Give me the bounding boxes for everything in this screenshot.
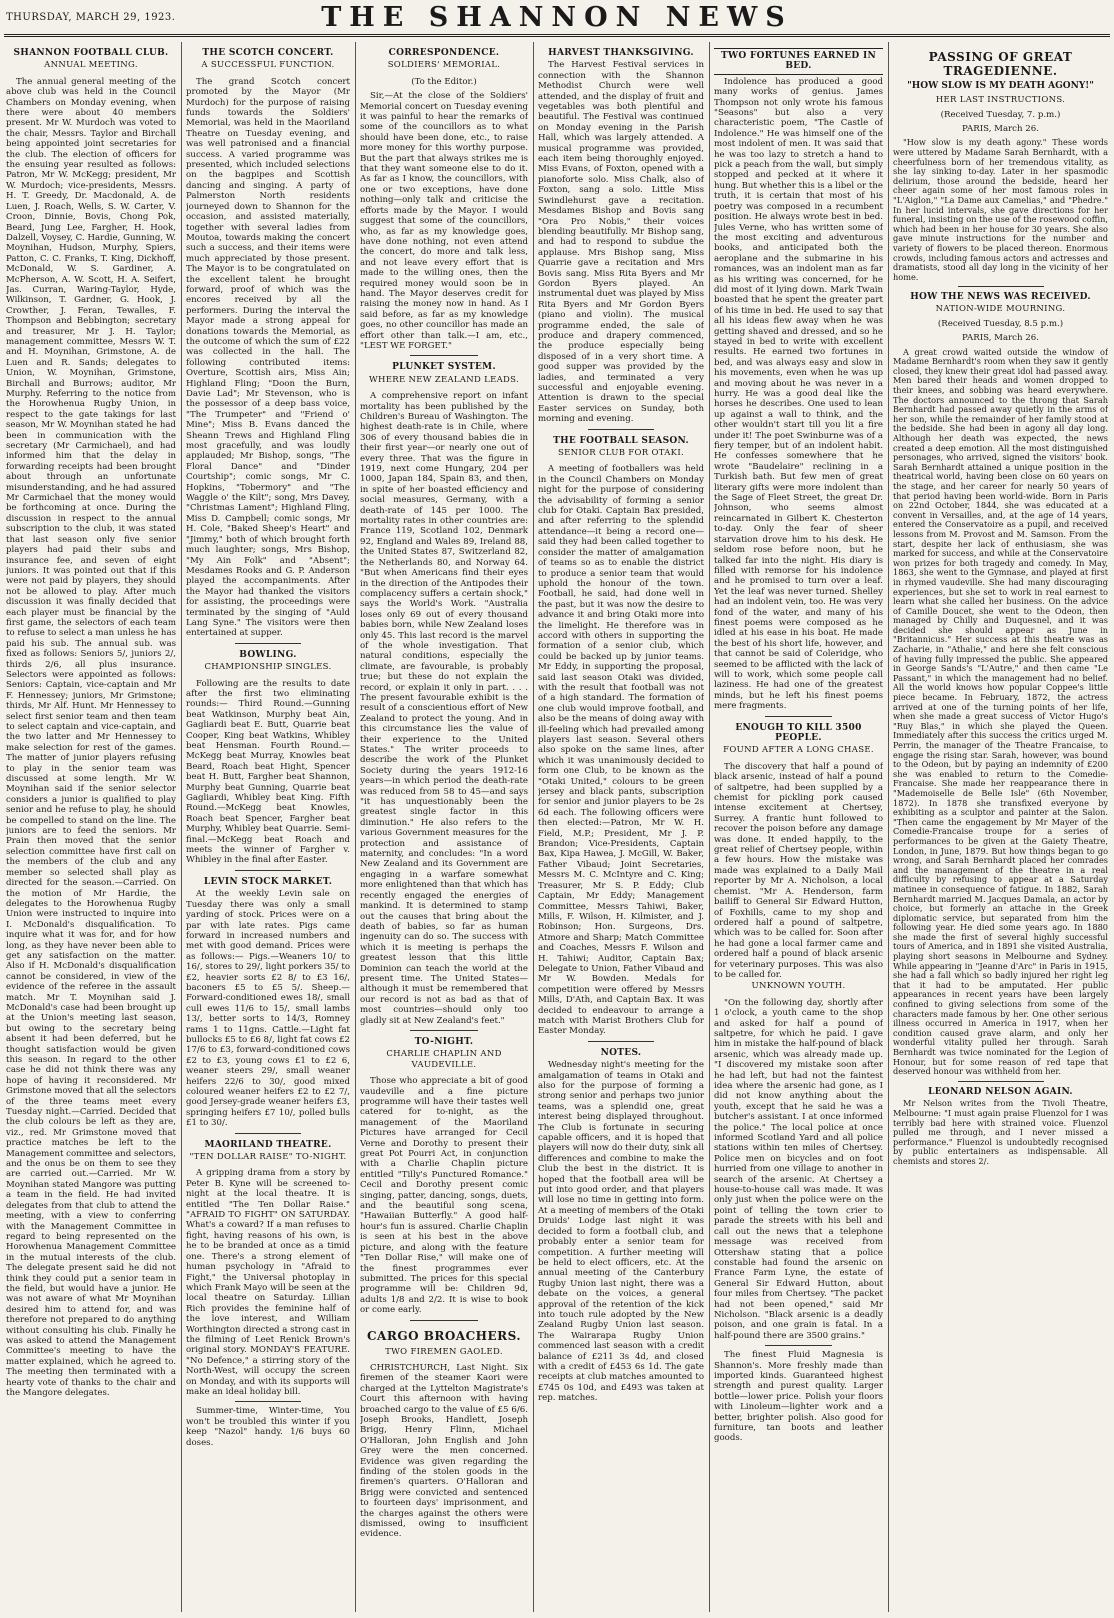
article-body: Wednesday night's meeting for the amalgamation of teams in Otaki and also for the purpose of forming a strong senior and perhaps two junior teams, was a splendid one, great interest being displayed throughout. The Club is fortunate in securing capable officers, and it is hoped that players will now do their duty, sink all differences and combine to make the Club the best in the district. It is hoped that the football area will be put into good order, and that players will lose no time in getting into form. At a meeting of members of the Otaki Druids' Lodge last night it was decided to form a football club, and probably enter a senior team for competition. A further meeting will be held to elect officers, etc. At the annual meeting of the Canterbury Rugby Union last night, there was a debate on the voices, a general approval of the retention of the kick into touch rule adopted by the New Zealand Rugby Union last season. The Wairarapa Rugby Union commenced last season with a credit balance of £211 3s 4d, and closed with a credit of £453 6s 1d. The gate receipts at club matches amounted to £745 0s 10d, and £493 was taken at rep. matches.: [538, 1060, 704, 1404]
article-heading: LEONARD NELSON AGAIN.: [928, 1086, 1073, 1097]
article-body: The Harvest Festival services in connection with the Shannon Methodist Church were well attended, and the display of fruit and vegetables was both plentiful and beautiful. The Festival was continued on Monday evening in the Parish Hall, which was largely attended. A musical programme was provided, each item being thoroughly enjoyed. Miss Evans, of Foxton, opened with a pianoforte solo. Miss Chalk, also of Foxton, sang a solo. Little Miss Swindlehurst gave a recitation. Mesdames Bishop and Bovis sang "Ora Pro Nobis," their voices blending beautifully. Mr Bishop sang, and had to respond to subdue the applause. Mrs Bishop sang, Miss Quarrie gave a recitation and Mrs Bovis sang. Miss Rita Byers and Mr Gordon Byers played. An instrumental duet was played by Miss Rita Byers and Mr Gordon Byers (piano and violin). The musical programme ended, the sale of produce and drapery commenced, the produce especially being disposed of in a very short time. A good supper was provided by the ladies, and terminated a very successful and enjoyable evening. Attention is drawn to the special Easter services on Sunday, both morning and evening.: [538, 60, 704, 425]
editor-line: (To the Editor.): [411, 76, 477, 87]
article-body: A meeting of footballers was held in the Council Chambers on Monday night for the purpose of considering the advisability of forming a senior club for Otaki. Captain Bax presided, and after referring to the splendid attendance—it being a record one—said they had been called together to consider the matter of amalgamation of teams so as to enable the district to produce a senior team that would uphold the honour of the town. Football, he said, had done well in the past, but it was now the desire to advance it and bring Otaki more into the limelight. He therefore was in accord with others in supporting the formation of a senior club, which could be backed up by junior teams. Mr Eddy, in supporting the proposal, said last season Otaki was divided, with the result that football was not of a high standard. The formation of one club would improve football, and also be the means of doing away with ill-feeling which had prevailed among players last season. Several others also spoke on the same lines, after which it was unanimously decided to form one Club, to be known as the "Otaki United," colours to be green jersey and black pants, subscription for senior and junior players to be 2s 6d each. The following officers were then elected:—Patron, Mr W. H. Field, M.P.; President, Mr J. P. Brandon; Vice-Presidents, Captain Bax, Kipa Hawea, J. McGill, W. Baker, Father Vibaud; Joint Secretaries, Messrs M. C. McIntyre and C. King; Treasurer, Mr S. P. Eddy; Club Captain, Mr Eddy; Management Committee, Messrs Tahiwi, Baker, Mills, F. Wilson, H. Kilmister, and J. Robinson; Hon. Surgeons, Drs. Atmore and Sharp; Match Committee and Coaches, Messrs F. Wilson and H. Tahiwi; Auditor, Captain Bax; Delegate to Union, Father Vibaud and Mr W. Bowden. Medals for competition were offered by Messrs Mills, D'Ath, and Captain Bax. It was decided to endeavour to arrange a match with Marist Brothers Club for Easter Monday.: [538, 464, 704, 1037]
article-separator: [410, 1030, 477, 1031]
article-heading: TO-NIGHT.: [414, 1036, 474, 1047]
column-2: [186, 42, 350, 1612]
article-subheading: HER LAST INSTRUCTIONS.: [935, 94, 1066, 105]
article-body: "On the following day, shortly after 1 o'clock, a youth came to the shop and asked for half a pound of saltpetre, for which he paid. I gave him in mistake the half-pound of black arsenic, which was already made up. "I discovered my mistake soon after he had left, but had not the faintest idea where the arsenic had gone, as I did not know anything about the youth, except that he said he was a butcher's assistant. I at once informed the police." The local police at once informed Scotland Yard and all police stations within ten miles of Chertsey. Police men on bicycles and on foot hurried from one village to another in search of the arsenic. At Chertsey a house-to-house call was made. It was only just when the police were on the point of telling the town crier to parade the streets with his bell and call out the news that a telephone message was received from Ottershaw stating that a police constable had found the arsenic on France Farm Lyne, the estate of General Sir Edward Hutton, about four miles from Chertsey. "The packet had not been opened," said Mr Nicholson. "Black arsenic is a deadly poison, and one grain is fatal. In a half-pound there are 3500 grains.": [714, 997, 883, 1341]
issue-date: THURSDAY, MARCH 29, 1923.: [6, 12, 176, 23]
article-subheading: WHERE NEW ZEALAND LEADS.: [369, 374, 519, 385]
article-heading: TWO FORTUNES EARNED IN BED.: [714, 48, 883, 75]
masthead: [0, 0, 1114, 34]
article-subheading: ANNUAL MEETING.: [44, 60, 138, 71]
article-body: CHRISTCHURCH, Last Night. Six firemen of the steamer Kaori were charged at the Lyttelton Magistrate's Court this afternoon with having broached cargo to the value of £5 6/6. Joseph Brooks, Handlett, Joseph Brigg, Henry Flinn, Michael O'Halloran, John English and John Grey were the men concerned. Evidence was given regarding the finding of the stolen goods in the firemen's quarters. O'Halloran and Brigg were convicted and sentenced to fourteen days' imprisonment, and the charges against the others were dismissed, owing to insufficient evidence.: [360, 1362, 528, 1540]
article-separator: [765, 1345, 833, 1346]
article-body: The annual general meeting of the above club was held in the Council Chambers on Monday evening, when there were about 40 members present. Mr W. Murdoch was voted to the chair, Messrs. Taylor and Birchall being appointed joint secretaries for the club. The election of officers for the ensuing year resulted as follows: Patron, Mr W. McKegg; president, Mr W. Murdoch; vice-presidents, Messrs. H. T. Greedy, Dr. Macdonald, A. de Luen, J. Roach, Wells, S. W. Carter, V. Croon, Dinnie, Bovis, Chong Pok, Beard, Jung Lee, Fargher, H. Hook, Dalzell, Voysey, C. Hardie, Gunning, W. Moynihan, Hudson, Murphy, Spiers, Patton, C. C. Franks, T. King, Dickhoff, McDonald, W. S. Gardiner, A. McPherson, A. W. Scott, H. A. Seifert, Jas. Curran, Waring-Taylor, Hyde, Wilkinson, T. Gardner, G. Hook, J. Crowther, J. Feran, Tewalles, F. Thompson and Bebbington; secretary and treasurer, Mr J. H. Taylor; management committee, Messrs W. T. and H. Moynihan, Grimstone, A. de Luen and R. Sands; delegates to Union, W. Moynihan, Grimstone, Birchall and Burrows; auditor, Mr Murphy. Referring to the notice from the Horowhenua Rugby Union, in respect to the gate takings for last season, Mr W. Moynihan stated he had been in communication with the secretary (Mr Carmichael), and had informed him that the delay in forwarding receipts had been brought about through an unfortunate misunderstanding, and he had assured Mr Carmichael that the money would be forthcoming at once. During the discussion in respect to the annual subscription to the club, it was stated that last season only five senior players had paid their subs and insurance fee, and seven of eight juniors. It was pointed out that if this were not paid by players, they should not be allowed to play. After much discussion it was finally decided that each player must be financial by the first game, the selectors of each team to refuse to select a man unless he has paid his sub. The annual sub. was fixed as follows: Seniors 5/, juniors 2/, thirds 2/6, all plus insurance. Selectors were appointed as follows: Seniors: Captain, vice-captain and Mr F. Hennessey; juniors, Mr Grimstone; thirds, Mr Alf. Hunt. Mr Hennessey to select first senior team and then team to select captain and vice-captain, and the two latter and Mr Hennessey to make selection for rest of the games. The matter of junior players refusing to play in the senior team was discussed at some length. Mr W. Moynihan said if the senior selector considers a junior is qualified to play senior and he refuse to play, he should be compelled to stand on the line. The juniors are to feed the seniors. Mr Prain then moved that the senior selection committee have first call on the members of the club and any member so selected shall play as directed for the season.—Carried. On the motion of Mr Hardie, the delegates to the Horowhenua Rugby Union were instructed to inquire into I. McDonald's disqualification. To inquire what it was for, and for how long, as they have never been able to get any satisfaction on the matter. Also if H. McDonald's disqualification cannot be considered, in view of the evidence of the referee in the assault match. Mr T. Moynihan said J. McDonald's case had been brought up at the Union's meeting last season, but owing to the secretary being absent it had been deferred, but he thought satisfaction would be given this season. In regard to the other case he did not think there was any hope of having it reconsidered. Mr Grimstone moved that all the selectors of the three teams meet every Tuesday night.—Carried. Decided that the club colours be left as they are, viz., red. Mr Grimstone moved that practice matches be left to the Management committee and selectors, and the onus be on them to see they are carried out.—Carried. Mr W. Moynihan stated Mangore was putting a team in the field. He had invited delegates from that club to attend the meeting, with a view to conferring with the Management Committee in regard to being represented on the Horowhenua Management Committee in the mutual interests of the club. The delegate present said he did not think they could put a senior team in the field, but would have a junior. He was not aware of what Mr Moynihan desired him to attend for, and was therefore not prepared to do anything without consulting his club. Finally he was asked to attend the Management Committee's meeting to have the matter explained, which he agreed to. The meeting then terminated with a hearty vote of thanks to the chair and the Mangore delegates.: [6, 76, 176, 1398]
received-line: (Received Tuesday, 8.5 p.m.): [937, 319, 1064, 330]
article-separator: [235, 1133, 301, 1134]
article-body: At the weekly Levin sale on Tuesday there was only a small yarding of stock. Prices were on a par with late rates. Pigs came forward in increased numbers and met with good demand. Prices were as follows:— Pigs.—Weaners 10/ to 16/, stores to 29/, light porkers 35/ to £2, heavier sorts £2 8/ to £3 16/, baconers £5 to £5 5/. Sheep.—Forward-conditioned ewes 18/, small cull ewes 11/6 to 15/, small lambs 13/, better sorts to 14/3, Romney rams 1 to 11gns. Cattle.—Light fat bullocks £5 to £6 8/, light fat cows £2 17/6 to £3, forward-conditioned cows £2 to £3, young cows £1 to £2 6, weaner steers 29/, small weaner heifers 22/6 to 30/, good mixed coloured weaner heifers £2 to £2 7/, good Jersey-grade weaner heifers £3, springing heifers £7 10/, polled bulls £1 to 30/.: [186, 889, 350, 1129]
received-line: (Received Tuesday, 7. p.m.): [940, 110, 1061, 121]
article-body: The grand Scotch concert promoted by the Mayor (Mr Murdoch) for the purpose of raising funds towards the Soldiers' Memorial, was held in the Maoriland Theatre on Tuesday evening, and was well patronised and a financial success. A varied programme was presented, which included selections on the bagpipes and Scottish dancing and singing. A party of Palmerston North residents journeyed down to Shannon for the occasion, and assisted materially, together with several ladies from Moutoa, towards making the concert such a success, and their items were much appreciated by those present. The Mayor is to be congratulated on the excellent talent he brought forward, proof of which was the encores received by all the performers. During the interval the Mayor made a strong appeal for donations towards the Memorial, as the outcome of which the sum of £22 was collected in the hall. The following contributed items: Overture, Scottish airs, Miss Ain; Highland Fling; "Doon the Burn, Davie Lad"; Mr Stevenson, who is the possessor of a deep bass voice, "The Trumpeter" and "Friend o' Mine"; Miss B. Evans danced the Sheann Trews and Highland Fling most gracefully, and was loudly applauded; Mr Bishop, songs, "The Floral Dance" and "Dinder Courtship"; comic songs, Mr C. Hopkins, "Tobermory" and "The Waggle o' the Kilt"; song, Mrs Davey, "Christmas Lament"; Highland Fling, Miss D. Campbell; comic songs, Mr H. Cole, "Baked Sheep's Heart" and "Jimmy," both of which brought forth much laughter; songs, Mrs Bishop, "My Ain Folk" and "Absent"; Mesdames Rooks and G. P. Anderson played the accompaniments. After the Mayor had thanked the visitors for assisting, the proceedings were terminated by the singing of "Auld Lang Syne." The visitors were then entertained at supper.: [186, 76, 350, 639]
article-separator: [410, 1320, 477, 1321]
article-subheading: SENIOR CLUB FOR OTAKI.: [558, 448, 684, 459]
article-body: Indolence has produced a good many works of genius. James Thompson not only wrote his famous "Seasons" but also a very characteristic poem, "The Castle of Indolence." He was himself one of the most indolent of men. It was said that he was too lazy to stretch a hand to pick a peach from the wall, but simply stopped and pecked at it where it hung. But whether this is a libel or the truth, it is certain that most of his poetry was composed in a recumbent position. He always wrote best in bed. Jules Verne, who has written some of the most exciting and adventurous books, and anticipated both the aeroplane and the submarine in his romances, was an indolent man as far as his writing was concerned, for he did most of it lying down. Mark Twain boasted that he spent the greater part of his time in bed. He used to say that all his ideas flew away when he was getting shaved and dressed, and so he stayed in bed to write with excellent results. He earned two fortunes in bed, and was always easy and slow in his movements, even when he was up and moving about he was never in a hurry. He was a good deal like the horses he describes. One used to lean up against a wall to think, and the other wouldn't start till you lit a fire under it! The poet Swinburne was of a fiery temper, but of an indolent habit. He confesses somewhere that he wrote "Baudelaire" reclining in a Turkish bath. But few men of great literary gifts were more indolent than the Sage of Fleet Street, the great Dr. Johnson, who seems almost reincarnated in Gilbert K. Chesterton to-day. Only the fear of sheer starvation drove him to his desk. He seldom rose before noon, but he talked far into the night. His diary is filled with remorse for his indolence and he promised to turn over a leaf. Yet the leaf was never turned. Shelley had an indolent vein, too. He was very fond of the water, and many of his finest poems were composed as he idled at his ease in his boat. He made the best of his short life, however, and that cannot be said of Coleridge, who seemed to be afflicted with the lack of will to work, which some people call laziness. He had one of the greatest minds, but he left his finest poems mere fragments.: [714, 76, 883, 712]
article-subheading: TWO FIREMEN GAOLED.: [385, 1346, 503, 1357]
article-heading: HARVEST THANKSGIVING.: [548, 48, 694, 58]
article-subheading: CHAMPIONSHIP SINGLES.: [204, 662, 332, 673]
article-separator: [235, 643, 301, 644]
article-heading: MAORILAND THEATRE.: [204, 1139, 332, 1150]
column-4: [538, 42, 704, 1612]
column-6: [893, 42, 1108, 1612]
column-divider: [355, 42, 356, 1612]
article-body: Following are the results to date after the first two eliminating rounds:— Third Round.—Gunning beat Watkinson, Murphy beat Ain, Gagliardi beat E. Butt, Quarrie beat Cooper, King beat Watkins, Whibley beat Hensman. Fourth Round.—McKegg beat Murray, Knowles beat Beard, Roach beat Hight, Spencer beat H. Butt, Fargher beat Shannon, Murphy beat Gunning, Quarrie beat Gagliardi, Whibley beat King. Fifth Round.—McKegg beat Knowles, Roach beat Spencer, Fargher beat Murphy, Whibley beat Quarrie. Semi-final.—McKegg beat Roach and meets the winner of Fargher v. Whibley in the final after Easter.: [186, 678, 350, 866]
article-heading: THE FOOTBALL SEASON.: [553, 435, 689, 446]
advertisement: Summer-time, Winter-time, You won't be troubled this winter if you keep "Nazol" handy. 1/6 buys 60 doses.: [186, 1406, 350, 1448]
article-separator: [958, 286, 1044, 287]
article-separator: [588, 1041, 654, 1042]
article-subheading: "TEN DOLLAR RAISE" TO-NIGHT.: [189, 1152, 347, 1163]
advertisement: Mr Nelson writes from the Tivoli Theatre, Melbourne: "I must again praise Fluenzol for I was terribly bad here with strained voice. Fluenzol pulled me through, and I never missed a performance." Fluenzol is undoubtedly recognised by public entertainers as indispensable. All chemists and stores 2/.: [893, 1098, 1108, 1166]
article-heading: THE SCOTCH CONCERT.: [202, 48, 334, 58]
article-subheading: A SUCCESSFUL FUNCTION.: [201, 60, 335, 71]
dateline: PARIS, March 26.: [962, 333, 1039, 344]
article-body: The discovery that half a pound of black arsenic, instead of half a pound of saltpetre, had been supplied by a chemist for pickling pork caused intense excitement at Chertsey, Surrey. A frantic hunt followed to recover the poison before any damage was done. It ended happily, to the great relief of Chertsey people, within a few hours. How the mistake was made was explained to a Daily Mail reporter by Mr A. Nicholson, a local chemist. "Mr A. Henderson, farm bailiff to General Sir Edward Hutton, of Foxhills, came to my shop and ordered half a pound of saltpetre, which was to be called for. Soon after he had gone a local farmer came and ordered half a pound of black arsenic for veterinary purposes. This was also to be called for.: [714, 761, 883, 980]
dateline: PARIS, March 26.: [962, 123, 1039, 134]
article-heading: ENOUGH TO KILL 3500 PEOPLE.: [735, 722, 862, 743]
article-heading: LEVIN STOCK MARKET.: [203, 876, 333, 887]
article-heading: CORRESPONDENCE.: [388, 48, 500, 58]
article-body: Sir,—At the close of the Soldiers' Memorial concert on Tuesday evening it was painful to hear the remarks of some of the councillors as to what should have been done, etc., to raise more money for this worthy purpose. But the part that always strikes me is that they want someone else to do it. As far as I know, the councillors, with one or two exceptions, have done nothing—only talk and criticise the efforts made by the Mayor. I would suggest that some of the councillors, who, as far as my knowledge goes, have done nothing, not even attend the concert, do more and talk less, and not leave every effort that is made to the willing ones, then the required money would soon be in hand. The Mayor deserves credit for raising the money now in hand. As I said before, as far as my knowledge goes, no other councillor has made an effort other than talk.—I am, etc., "LEST WE FORGET.": [360, 91, 528, 351]
article-heading: BOWLING.: [239, 649, 297, 660]
advertisement: The finest Fluid Magnesia is Shannon's. More freshly made than imported kinds. Guaranteed highest strength and purest quality. Larger bottle—lower price. Polish your floors with Linoleum—lighter work and a better, brighter polish. Also good for furniture, tan boots and leather goods.: [714, 1350, 883, 1444]
article-separator: [410, 355, 477, 356]
article-subheading: CHARLIE CHAPLIN AND VAUDEVILLE.: [386, 1049, 502, 1070]
article-separator: [765, 716, 833, 717]
article-subheading: FOUND AFTER A LONG CHASE.: [723, 745, 874, 756]
article-heading: HOW THE NEWS WAS RECEIVED.: [910, 292, 1091, 303]
article-separator: [235, 1401, 301, 1402]
article-subheading: UNKNOWN YOUTH.: [751, 981, 846, 992]
column-divider: [709, 42, 710, 1612]
article-body: A comprehensive report on infant mortality has been published by the Children's Bureau of Washington. The highest death-rate is in Chile, where 306 of every thousand babies die in their first year—or nearly one out of every three. That was the figure in 1919, next come Hungary, 204 per 1000, Japan 184, Spain 83, and then, in spite of her boasted efficiency and social measures, Germany, with a death-rate of 145 per 1000. The mortality rates in other countries are: France 119, Scotland 102, Denmark 92, England and Wales 89, Ireland 88, the United States 87, Switzerland 82, the Netherlands 80, and Norway 64. "But when Americans find their eyes in the direction of the Antipodes their complacency suffers a certain shock," says the World's Work. "Australia loses only 69 out of every thousand babies born, while New Zealand loses only 45. This last record is the marvel of the whole investigation. That natural conditions, especially the climate, are favourable, is probably true; but these do not explain the record, or explain it only in part. . . . The present favourable exhibit is the result of a conscientious effort of New Zealand to protect the young. And in this circumstance lies the value of their experience to the United States." The writer proceeds to describe the work of the Plunket Society during the years 1912-16 years—in which period the death-rate was reduced from 58 to 45—and says "it has unquestionably been the greatest single factor in this diminution." He also refers to the various Government measures for the protection and assistance of maternity, and concludes: "In a word New Zealand and its Government are engaging in a warfare somewhat more enlightened than that which has recently engaged the energies of mankind. It is determined to stamp out the causes that bring about the death of babies, so far as human ingenuity can do so. The success with which it is meeting is perhaps the greatest lesson that this little Dominion can teach the world at the present time. The United States—although it must be remembered that our record is not as bad as that of most countries—should only too gladly sit at New Zealand's feet.": [360, 391, 528, 1026]
article-subheading: NATION-WIDE MOURNING.: [935, 303, 1066, 314]
article-quote: "HOW SLOW IS MY DEATH AGONY!": [907, 81, 1094, 91]
article-heading: CARGO BROACHERS.: [366, 1328, 521, 1343]
column-3: [360, 42, 528, 1612]
article-separator: [958, 1081, 1044, 1082]
article-heading: SHANNON FOOTBALL CLUB.: [13, 48, 169, 58]
article-body: Those who appreciate a bit of good vaudeville and a fine picture programme will have their tastes well catered for to-night, as the management of the Maoriland Pictures have arranged for Cecil Verne and Dorothy to present their great Pot Pourri Act, in conjunction with a Charlie Chaplin picture entitled "Tilly's Punctured Romance." Cecil and Dorothy present comic singing, patter, dancing, songs, duets, and the beautiful song scena, "Hawaiian Butterfly." A good half-hour's fun is assured. Charlie Chaplin is seen at his best in the above picture, and along with the feature "Ten Dollar Rise," will make one of the finest programmes ever submitted. The prices for this special programme will be: Children 9d, adults 1/8 and 2/2. It is wise to book or come early.: [360, 1076, 528, 1316]
newspaper-title: THE SHANNON NEWS: [321, 2, 793, 33]
column-1: [6, 42, 176, 1612]
article-subheading: SOLDIERS' MEMORIAL.: [387, 60, 501, 71]
column-divider: [888, 42, 889, 1612]
article-separator: [235, 870, 301, 871]
article-body: "How slow is my death agony." These words were uttered by Madame Sarah Bernhardt, with a cheerfulness born of her tremendous vitality, as she lay sinking to-day. Later in her spasmodic delirium, those around the bedside, heard her cheer again some of her most famous roles in "L'Aiglon," "La Dame aux Camelias," and "Phedre." In her lucid intervals, she gave directions for her funeral, insisting on the use of the rosewood coffin, which had been in her house for 30 years. She also gave minute instructions for the number and variety of flowers to be placed thereon. Enormous crowds, including famous actors and actresses and dramatists, stood all day long in the vicinity of her home.: [893, 137, 1108, 282]
article-heading: NOTES.: [600, 1047, 642, 1058]
article-body: A great crowd waited outside the window of Madame Bernhardt's room when they saw it gently closed, they knew their great idol had passed away. Men bared their heads and women dropped to their knees, and sobbing was heard everywhere. The doctors announced to the throng that Sarah Bernhardt had passed away quietly in the arms of her son, while the remainder of her family stood at the bedside. She had been in agony all day long. Although her death was expected, the news created a deep emotion. All the most distinguished personages, who arrived, signed the visitors' book. Sarah Bernhardt attained a unique position in the theatrical world, having been close on 60 years on the stage, and her career for nearly 50 years of that period having been world-wide. Born in Paris on 22nd October, 1844, she was educated at a convent in Versailles, and, at the age of 14 years, entered the Conservatoire as a pupil, and received lessons from M. Provost and M. Samson. From the start, despite her lack of enthusiasm, she was marked for success, and while at the Conservatoire won prizes for both tragedy and comedy. In May, 1863, she went to the Gymnase, and played at first in rhymed vaudeville. She had many discouraging experiences, but she set to work in real earnest to learn what she called her business. On the advice of Camille Doucet, she went to the Odeon, then managed by Chilly and Duquesnel, and it was decided she should appear as June in "Britannicus." Her success at this theatre was as Zacharie, in "Athalie," and here she felt conscious of having fully impressed the public. She appeared in George Sands's "L'Autre," and then came "Le Passant," in which the management had no belief. All the world knows how popular Coppee's little piece became. In February, 1872, the actress arrived at one of the turning points of her life, when she made a great success of Victor Hugo's "Ruy Blas," in which she played the Queen. Immediately after this success the critics urged M. Perrin, the manager of the Theatre Francaise, to engage the rising star. Sarah, however, was bound to the Odeon, but by paying an indemnity of £200 she was enabled to return to the Comedie-Francaise. She made her reappearance there in "Mademoiselle de Belle Isle" (6th November, 1872). In 1878 she transfixed everyone by exhibiting as a sculptor and painter at the Salon. "Then came the engagement by Mr Mayer of the Comedie-Francaise troupe for a series of performances to be given at the Gaiety Theatre, London, in June, 1879. But how things began to go wrong, and Sarah Bernhardt placed her comrades and the management of the theatre in a real difficulty by refusing to appear at a Saturday matinee in consequence of fatigue. In 1882, Sarah Bernhardt married M. Jacques Damala, an actor by choice, but formerly an attache in the Greek diplomatic service, but separated from him the following year. He died some years ago. In 1880 she made the first of several highly successful tours of America, and in 1891 she visited Australia, playing short seasons in Melbourne and Sydney. While appearing in "Jeanne d'Arc" in Paris in 1915, she had a fall which so badly injured her right leg that it had to be amputated. Her public appearances in recent years have been largely confined to giving selections from some of the characters made famous by her. One other serious illness occurred in America in 1917, when her condition caused grave alarm, and only her wonderful vitality pulled her through. Sarah Bernhardt was twice nominated for the Legion of Honour, but for some reason of red tape that deserved honour was withheld from her.: [893, 346, 1108, 1077]
article-separator: [588, 429, 654, 430]
column-divider: [533, 42, 534, 1612]
column-5: [714, 42, 883, 1612]
article-heading: PLUNKET SYSTEM.: [392, 362, 496, 373]
column-divider: [181, 42, 182, 1612]
masthead-rule: [4, 34, 1110, 37]
article-heading: PASSING OF GREAT TRAGEDIENNE.: [928, 50, 1073, 78]
article-body: A gripping drama from a story by Peter B. Kyne will be screened to-night at the local theatre. It is entitled "The Ten Dollar Raise." "AFRAID TO FIGHT" ON SATURDAY. What's a coward? If a man refuses to fight, having reasons of his own, is he to be branded at once as a timid one. There's a strong element of human psychology in "Afraid to Fight," the Universal photoplay in which Frank Mayo will be seen at the local theatre on Saturday. Lillian Rich provides the feminine half of the love interest, and William Worthington directed a strong cast in the filming of Leet Renick Brown's original story. MONDAY'S FEATURE. "No Defence," a stirring story of the North-West, will occupy the screen on Monday, and with its supports will make an ideal holiday bill.: [186, 1168, 350, 1397]
